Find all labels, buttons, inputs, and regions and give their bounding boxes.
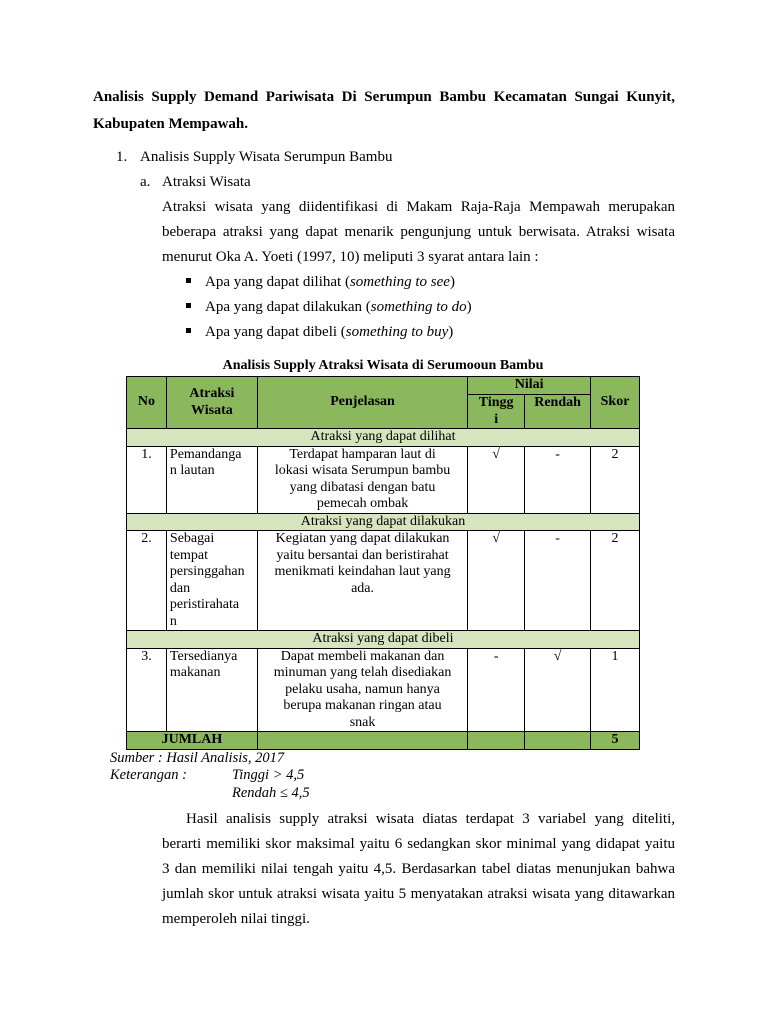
- document-title-line-2: Kabupaten Mempawah.: [93, 116, 249, 132]
- subsection-letter: a.: [140, 174, 151, 190]
- cell-no: 2.: [127, 531, 167, 631]
- header-tinggi: Tingg i: [468, 395, 525, 429]
- group-label: Atraksi yang dapat dilihat: [127, 429, 640, 447]
- paragraph-line: menurut Oka A. Yoeti (1997, 10) meliputi 3 syarat antara lain :: [162, 249, 539, 265]
- bullet-item: Apa yang dapat dilihat (something to see): [186, 270, 455, 295]
- cell-skor: 2: [591, 446, 640, 513]
- keterangan-label: Keterangan :: [110, 767, 187, 783]
- bullet-item: Apa yang dapat dibeli (something to buy): [186, 320, 453, 345]
- bullet-item: Apa yang dapat dilakukan (something to do): [186, 295, 472, 320]
- conclusion-line: Hasil analisis supply atraksi wisata diatas terdapat 3 variabel yang diteliti,: [186, 811, 675, 827]
- conclusion-line: berarti memiliki skor maksimal yaitu 6 sedangkan skor minimal yang didapat yaitu: [162, 836, 675, 852]
- cell-skor: 1: [591, 648, 640, 732]
- cell-atraksi: Sebagai tempat persinggahan dan peristirahata n: [166, 531, 257, 631]
- cell-atraksi: Tersedianya makanan: [166, 648, 257, 732]
- keterangan-rendah: Rendah ≤ 4,5: [232, 785, 310, 801]
- table-row: [127, 648, 640, 732]
- table-row: [127, 531, 640, 631]
- header-nilai: Nilai: [468, 377, 591, 395]
- cell-rendah: -: [525, 446, 591, 513]
- cell-skor: 2: [591, 531, 640, 631]
- total-score: 5: [591, 732, 640, 750]
- supply-table: [126, 376, 640, 750]
- square-bullet-icon: [186, 278, 191, 283]
- cell-penjelasan: Dapat membeli makanan dan minuman yang telah disediakan pelaku usaha, namun hanya berupa makanan ringan atau snak: [257, 648, 467, 732]
- table-caption: Analisis Supply Atraksi Wisata di Serumooun Bambu: [222, 358, 544, 373]
- header-atraksi: Atraksi Wisata: [166, 377, 257, 429]
- cell-rendah: -: [525, 531, 591, 631]
- header-penjelasan: Penjelasan: [257, 377, 467, 429]
- total-row: [127, 732, 640, 750]
- document-title-line-1: Analisis Supply Demand Pariwisata Di Serumpun Bambu Kecamatan Sungai Kunyit,: [93, 89, 675, 105]
- table-row: [127, 446, 640, 513]
- total-label: JUMLAH: [127, 732, 258, 750]
- cell-penjelasan: Kegiatan yang dapat dilakukan yaitu bersantai dan beristirahat menikmati keindahan laut yang ada.: [257, 531, 467, 631]
- conclusion-line: jumlah skor untuk atraksi wisata yaitu 5 menyatakan atraksi wisata yang ditawarkan: [162, 886, 675, 902]
- subsection-heading: Atraksi Wisata: [162, 174, 251, 190]
- cell-tinggi: √: [468, 531, 525, 631]
- section-number: 1.: [116, 149, 128, 165]
- section-heading: Analisis Supply Wisata Serumpun Bambu: [140, 149, 393, 165]
- square-bullet-icon: [186, 303, 191, 308]
- header-no: No: [127, 377, 167, 429]
- group-label: Atraksi yang dapat dilakukan: [127, 513, 640, 531]
- conclusion-line: 3 dan memiliki nilai tengah yaitu 4,5. Berdasarkan tabel diatas menunjukan bahwa: [162, 861, 675, 877]
- cell-penjelasan: Terdapat hamparan laut di lokasi wisata Serumpun bambu yang dibatasi dengan batu pemecah ombak: [257, 446, 467, 513]
- cell-atraksi: Pemandanga n lautan: [166, 446, 257, 513]
- paragraph-line: beberapa atraksi yang dapat menarik pengunjung untuk berwisata. Atraksi wisata: [162, 224, 675, 240]
- table-source: Sumber : Hasil Analisis, 2017: [110, 750, 285, 766]
- cell-no: 3.: [127, 648, 167, 732]
- keterangan-tinggi: Tinggi > 4,5: [232, 767, 305, 783]
- cell-rendah: √: [525, 648, 591, 732]
- cell-tinggi: -: [468, 648, 525, 732]
- conclusion-line: memperoleh nilai tinggi.: [162, 911, 310, 927]
- cell-tinggi: √: [468, 446, 525, 513]
- header-rendah: Rendah: [525, 395, 591, 429]
- paragraph-line: Atraksi wisata yang diidentifikasi di Makam Raja-Raja Mempawah merupakan: [162, 199, 675, 215]
- square-bullet-icon: [186, 328, 191, 333]
- cell-no: 1.: [127, 446, 167, 513]
- group-label: Atraksi yang dapat dibeli: [127, 631, 640, 649]
- header-skor: Skor: [591, 377, 640, 429]
